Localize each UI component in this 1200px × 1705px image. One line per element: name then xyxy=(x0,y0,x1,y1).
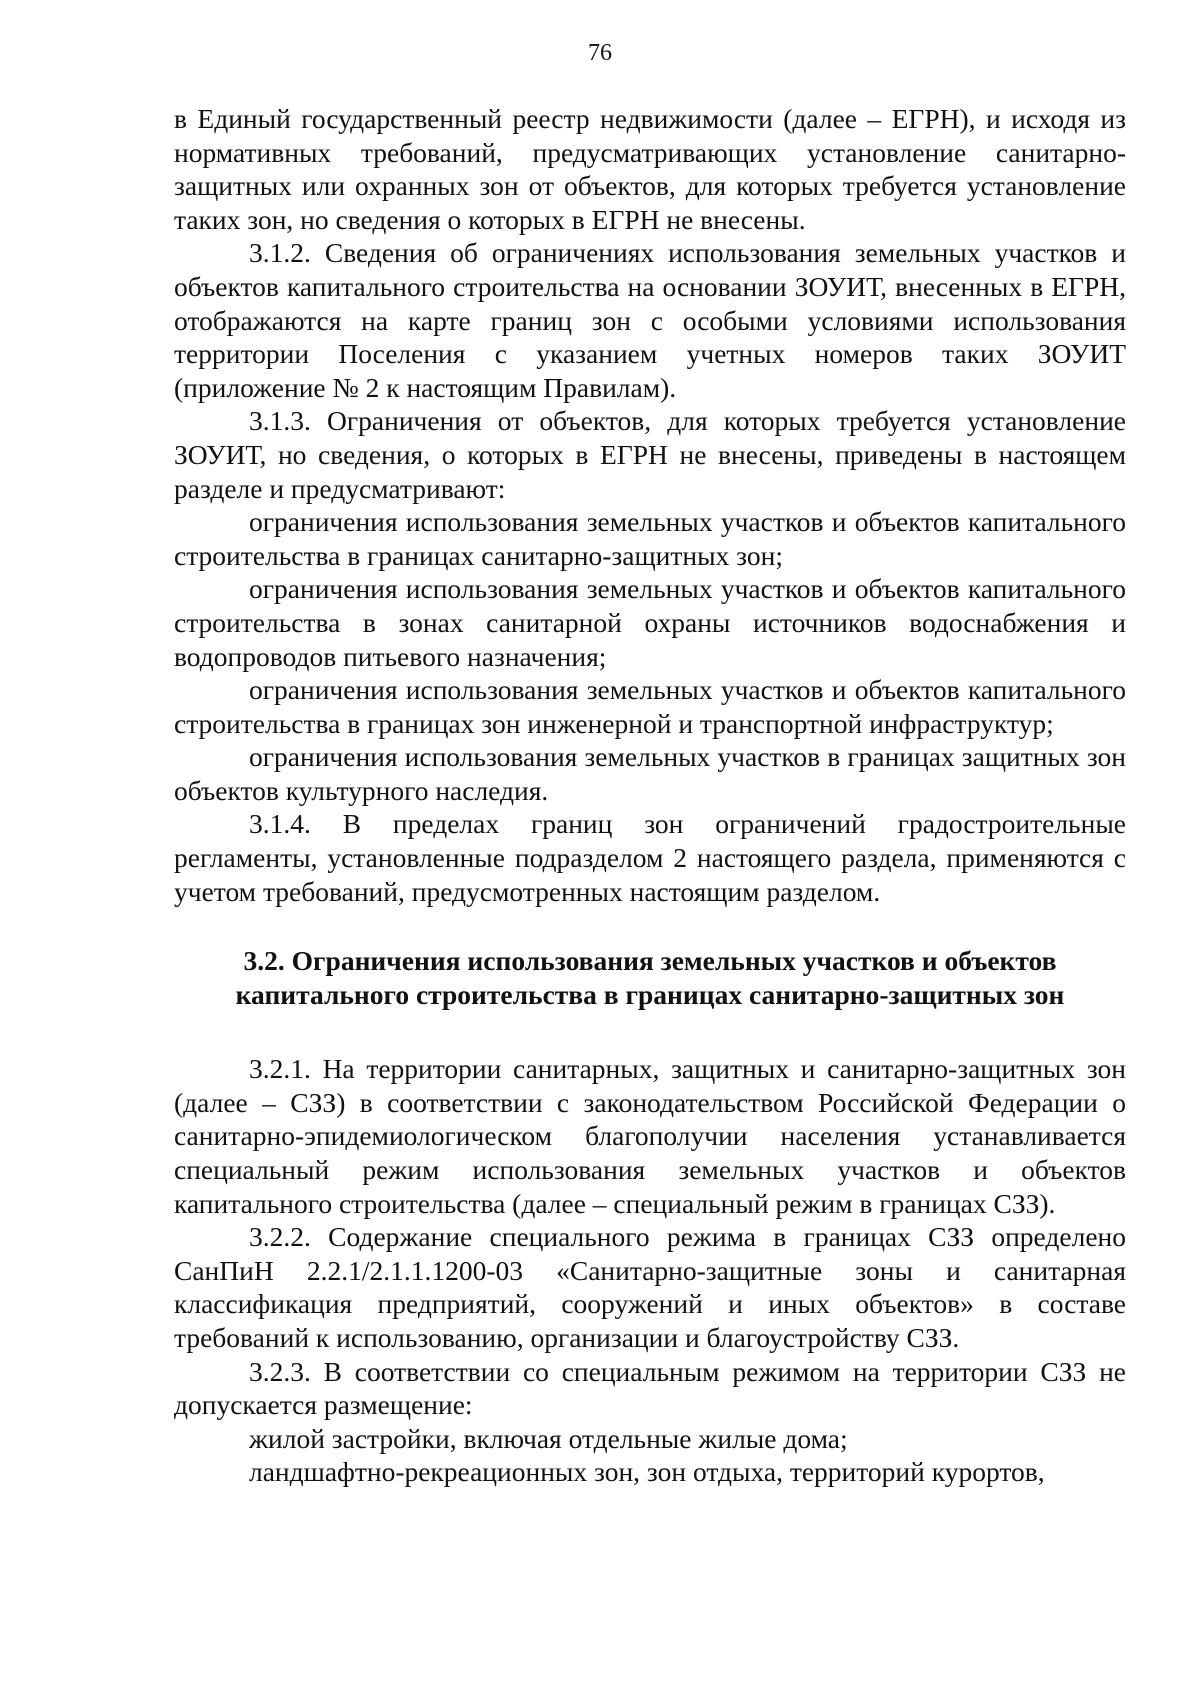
paragraph-3-1-3: 3.1.3. Ограничения от объектов, для которых требуется установление ЗОУИТ, но сведения, о которых в ЕГРН не внесены, приведены в настоящем разделе и предусматривают: xyxy=(174,405,1126,504)
paragraph-3-2-1: 3.2.1. На территории санитарных, защитных и санитарно-защитных зон (далее – СЗЗ) в соответствии с законодательством Российской Федерации о санитарно-эпидемиологическом благополучии населения устанавливается специальный режим использования земельных участков и объектов капитального строительства (далее – специальный режим в границах СЗЗ). xyxy=(174,1053,1126,1219)
section-heading-line-2: капитального строительства в границах санитарно-защитных зон xyxy=(235,979,1065,1011)
list-item-residential: жилой застройки, включая отдельные жилые дома; xyxy=(249,1422,848,1454)
list-item-water-protection: ограничения использования земельных участков и объектов капитального строительства в зонах санитарной охраны источников водоснабжения и водопроводов питьевого назначения; xyxy=(174,573,1126,672)
list-item-sanitary-zones: ограничения использования земельных участков и объектов капитального строительства в границах санитарно-защитных зон; xyxy=(174,506,1126,571)
paragraph-3-2-3: 3.2.3. В соответствии со специальным режимом на территории СЗЗ не допускается размещение: xyxy=(174,1355,1126,1421)
paragraph-3-2-2: 3.2.2. Содержание специального режима в границах СЗЗ определено СанПиН 2.2.1/2.1.1.1200-03 «Санитарно-защитные зоны и санитарная классификация предприятий, сооружений и иных объектов» в составе требований к использованию, организации и благоустройству СЗЗ. xyxy=(174,1221,1126,1353)
section-heading-3-2 xyxy=(174,944,1126,1012)
list-item-recreation: ландшафтно-рекреационных зон, зон отдыха, территорий курортов, xyxy=(249,1456,1045,1488)
list-item-infrastructure-zones: ограничения использования земельных участков и объектов капитального строительства в границах зон инженерной и транспортной инфраструктур; xyxy=(174,674,1126,739)
paragraph-3-1-2: 3.1.2. Сведения об ограничениях использования земельных участков и объектов капитального строительства на основании ЗОУИТ, внесенных в ЕГРН, отображаются на карте границ зон с особыми условиями использования территории Поселения с указанием учетных номеров таких ЗОУИТ (приложение № 2 к настоящим Правилам). xyxy=(174,237,1126,403)
section-heading-line-1: 3.2. Ограничения использования земельных участков и объектов xyxy=(243,945,1057,977)
document-body xyxy=(174,102,1126,1489)
page-number: 76 xyxy=(588,40,612,66)
paragraph-3-1-4: 3.1.4. В пределах границ зон ограничений градостроительные регламенты, установленные подразделом 2 настоящего раздела, применяются с учетом требований, предусмотренных настоящим разделом. xyxy=(174,808,1126,907)
paragraph-continuation: в Единый государственный реестр недвижимости (далее – ЕГРН), и исходя из нормативных требований, предусматривающих установление санитарно-защитных или охранных зон от объектов, для которых требуется установление таких зон, но сведения о которых в ЕГРН не внесены. xyxy=(174,103,1126,235)
list-item-heritage-zones: ограничения использования земельных участков в границах защитных зон объектов культурного наследия. xyxy=(174,741,1126,806)
